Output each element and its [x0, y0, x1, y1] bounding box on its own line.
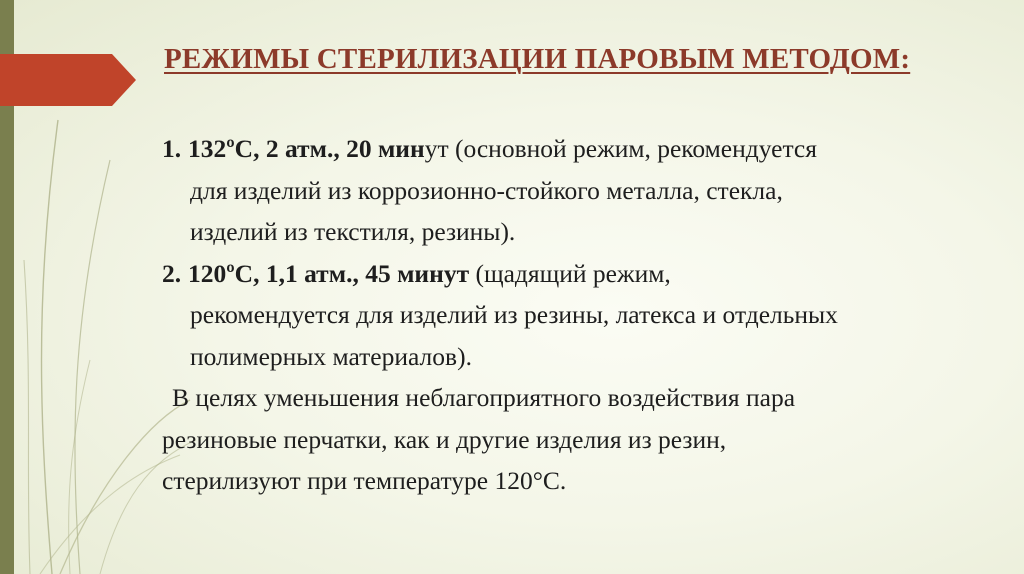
note-paragraph [162, 377, 982, 502]
item-description: (щадящий режим, [469, 258, 671, 288]
item-line: изделий из текстиля, резины). [190, 217, 516, 246]
item-description: ут (основной режим, рекомендуется [424, 134, 817, 163]
item-params: 120ºС, 1,1 атм., 45 минут [188, 258, 470, 288]
flag-arrow-icon [0, 54, 138, 106]
note-line: стерилизуют при температуре 120°С. [162, 466, 567, 495]
item-line: рекомендуется для изделий из резины, латекса и отдельных [190, 300, 838, 329]
item-number: 2. [162, 258, 182, 288]
item-first-line [188, 253, 838, 295]
slide-content [162, 128, 982, 502]
note-line: резиновые перчатки, как и другие изделия из резин, [162, 424, 727, 454]
mode-item-2 [162, 253, 982, 378]
item-body [188, 128, 817, 253]
item-params: 132ºС, 2 атм., 20 мин [188, 134, 425, 163]
item-number: 1. [162, 134, 182, 163]
item-line: полимерных материалов). [190, 341, 472, 371]
item-body [188, 253, 838, 378]
slide-title: РЕЖИМЫ СТЕРИЛИЗАЦИИ ПАРОВЫМ МЕТОДОМ: [164, 43, 911, 75]
mode-item-1 [162, 128, 982, 253]
item-line: для изделий из коррозионно-стойкого металла, стекла, [190, 175, 783, 205]
item-first-line [188, 128, 817, 170]
note-line: В целях уменьшения неблагоприятного воздействия пара [172, 383, 796, 412]
